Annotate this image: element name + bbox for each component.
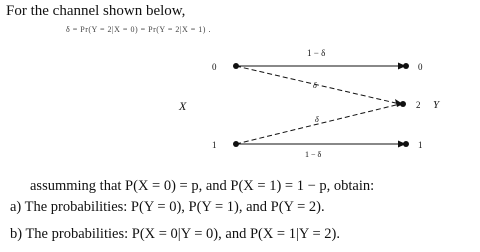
edge-x0-y2 [236,66,400,104]
node-y2 [400,101,406,107]
node-x1 [233,141,239,147]
problem-intro: assumming that P(X = 0) = p, and P(X = 1) = 1 − p, obtain: [30,178,375,194]
label-cross-prob-1: δ [313,81,317,90]
delta-definition: δ = Pr(Y = 2|X = 0) = Pr(Y = 2|X = 1) . [66,25,211,34]
question-b: b) The probabilities: P(X = 0|Y = 0), and P(X = 1|Y = 2). [10,226,340,242]
label-y2: 2 [416,100,421,110]
label-x0: 0 [212,62,217,72]
problem-title: For the channel shown below, [6,3,186,19]
label-bottom-prob: 1 − δ [305,150,322,159]
edge-x1-y2 [236,104,400,144]
label-cross-prob-2: δ [315,115,319,124]
node-x0 [233,63,239,69]
node-y1 [403,141,409,147]
label-x1: 1 [212,140,217,150]
question-a: a) The probabilities: P(Y = 0), P(Y = 1), and P(Y = 2). [10,199,325,215]
label-y1: 1 [418,140,423,150]
label-top-prob: 1 − δ [307,48,326,58]
label-y0: 0 [418,62,423,72]
label-input-X: X [179,99,187,113]
label-output-Y: Y [433,99,440,111]
node-y0 [403,63,409,69]
